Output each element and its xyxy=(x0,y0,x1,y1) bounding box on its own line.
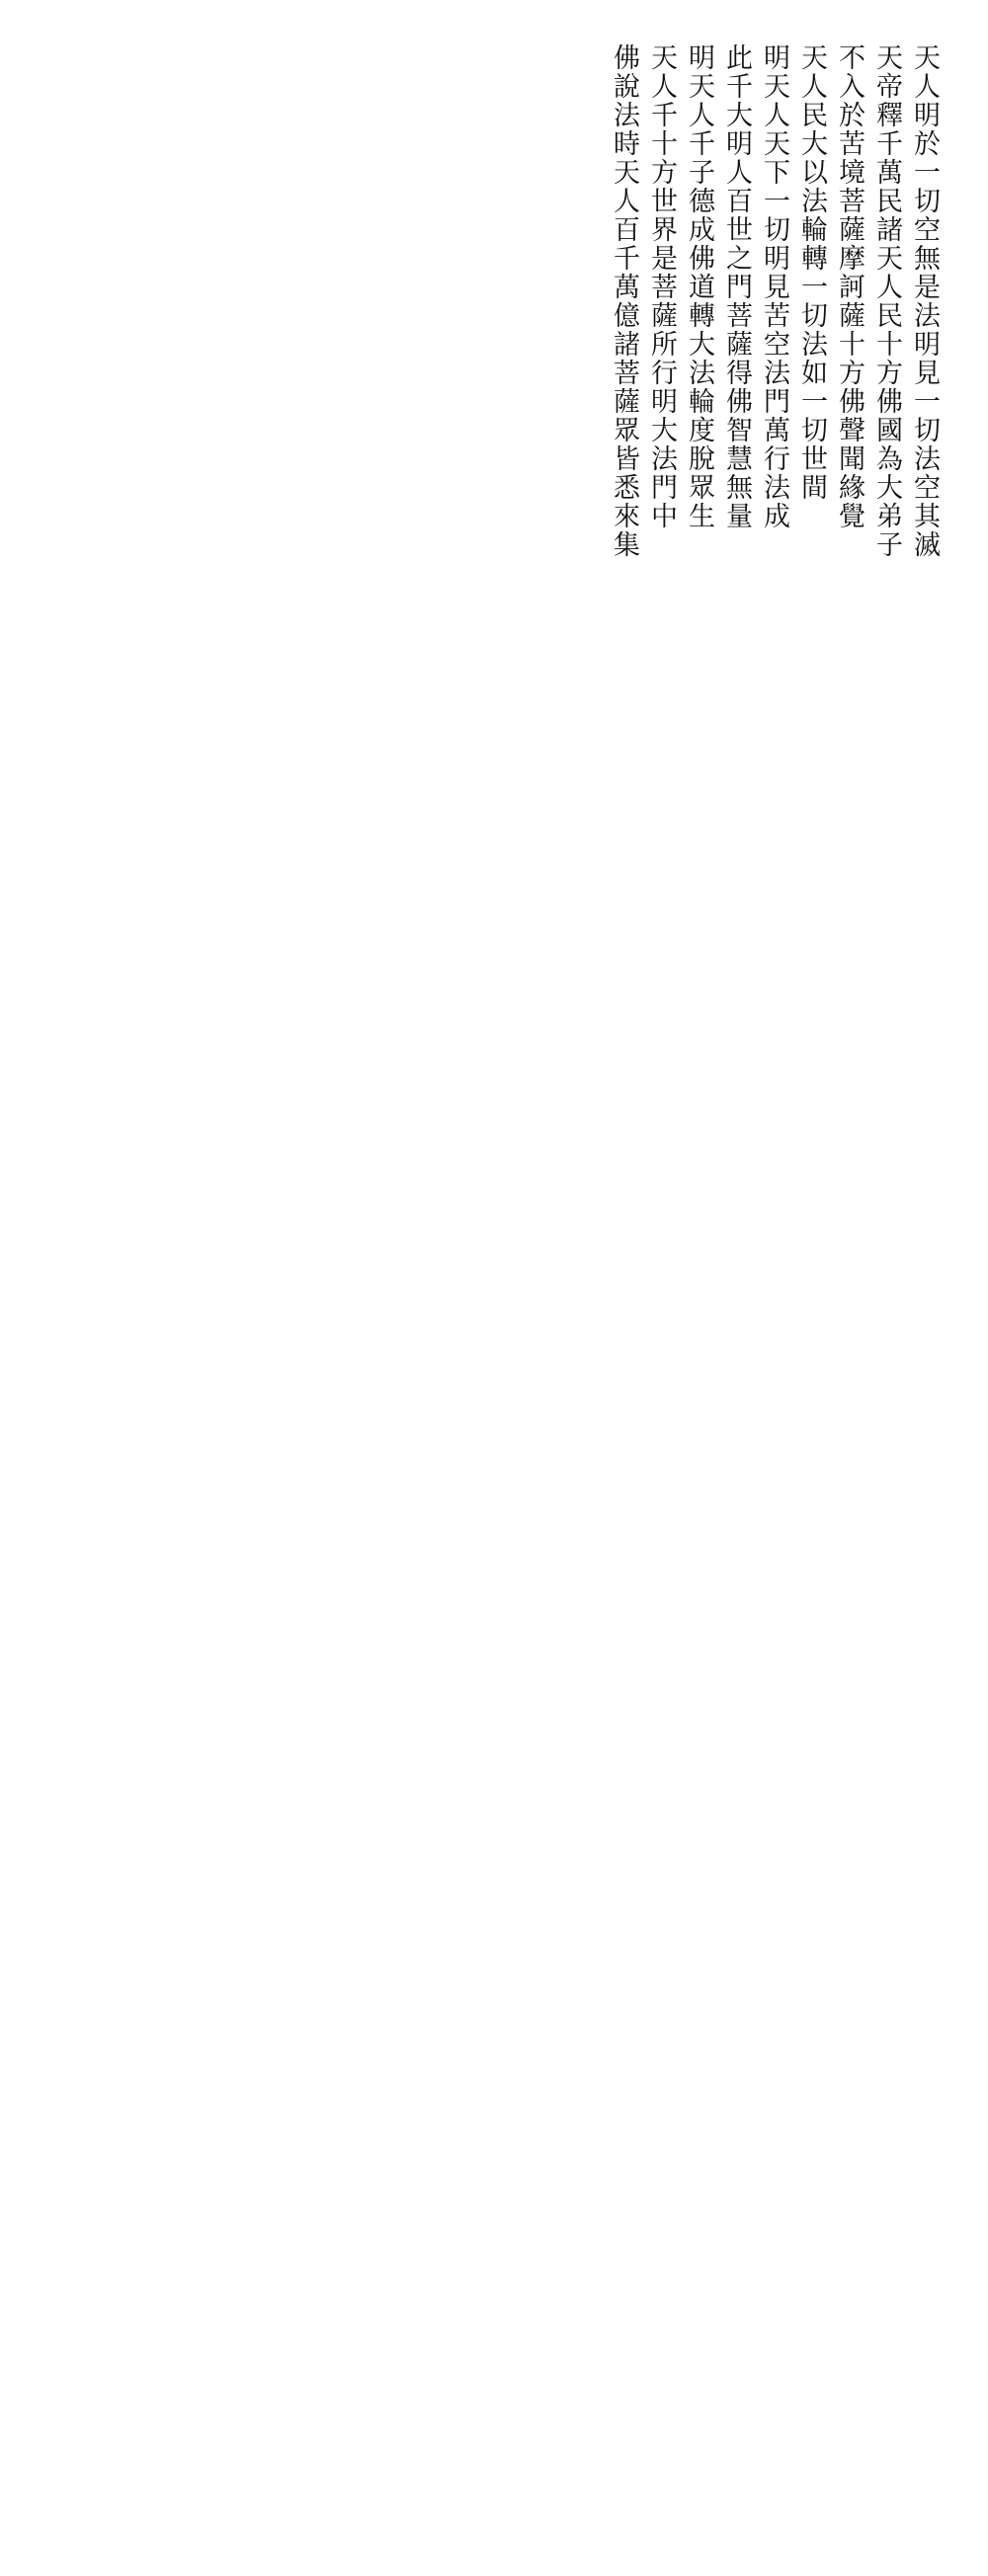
text-column: 天人明於一切空無是法明見一切法空其滅 xyxy=(909,43,940,559)
text-column: 天人民大以法輪轉一切法如一切世間 xyxy=(796,43,827,502)
document-text-block xyxy=(45,43,943,2533)
text-column: 明天人天下一切明見苦空法門萬行法成 xyxy=(759,43,789,530)
text-column: 明天人千子德成佛道轉大法輪度脫眾生 xyxy=(684,43,714,530)
text-column: 佛說法時天人百千萬億諸菩薩眾皆悉來集 xyxy=(609,43,639,559)
text-column: 天人千十方世界是菩薩所行明大法門中 xyxy=(646,43,677,530)
text-column: 不入於苦境菩薩摩訶薩十方佛聲聞緣覺 xyxy=(834,43,864,530)
text-column: 天帝釋千萬民諸天人民十方佛國為大弟子 xyxy=(871,43,902,559)
text-column: 此千大明人百世之門菩薩得佛智慧無量 xyxy=(721,43,752,530)
